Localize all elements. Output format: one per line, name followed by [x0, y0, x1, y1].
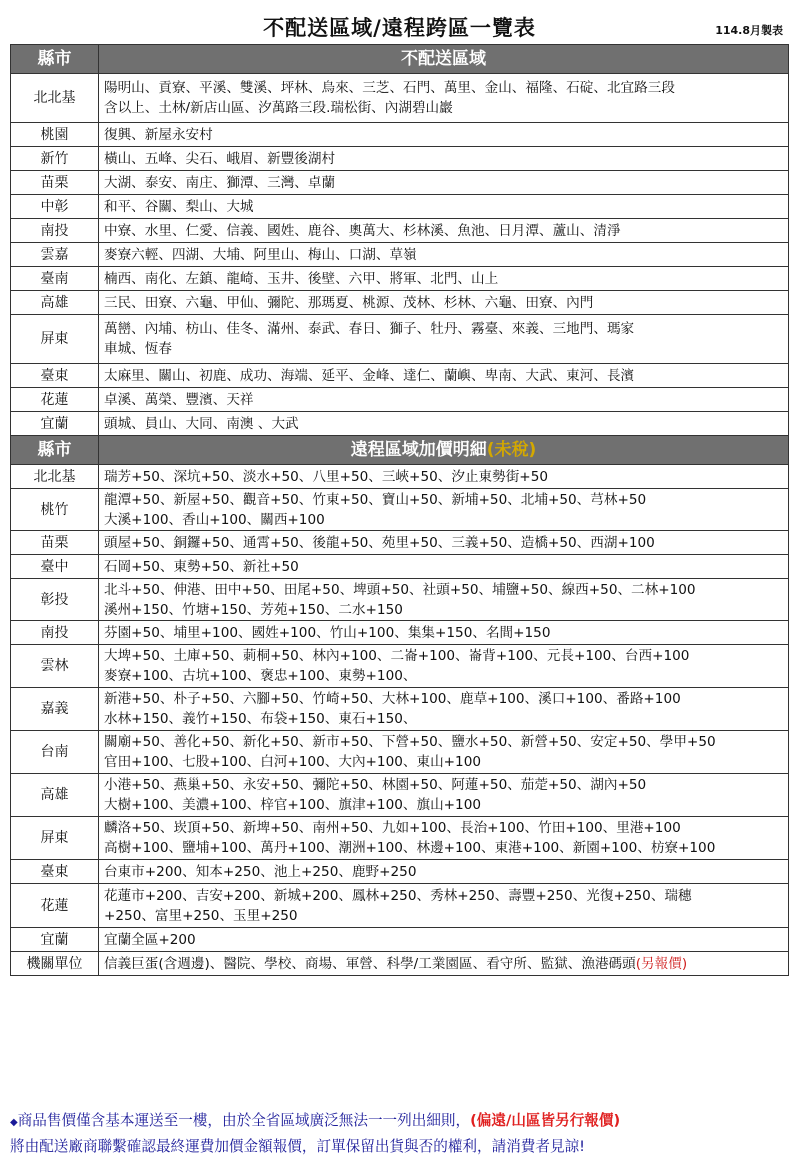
area-line: 麥寮六輕、四湖、大埔、阿里山、梅山、口湖、草嶺 [104, 246, 417, 263]
area-cell [99, 465, 789, 489]
no-delivery-row [11, 388, 789, 412]
area-line: 橫山、五峰、尖石、峨眉、新豐後湖村 [104, 150, 336, 167]
diamond-icon: ◆ [10, 1117, 18, 1128]
remote-surcharge-row [11, 884, 789, 928]
remote-surcharge-row [11, 531, 789, 555]
remote-surcharge-row [11, 817, 789, 860]
footer-text-1: 商品售價僅含基本運送至一樓，由於全省區域廣泛無法一一列出細則， [17, 1112, 471, 1129]
area-cell [99, 952, 789, 976]
footer-line-2: 將由配送廠商聯繫確認最終運費加價金額報價，訂單保留出貨與否的權利，請消費者見諒! [10, 1138, 586, 1155]
remote-surcharge-header-city: 縣市 [11, 436, 99, 465]
area-line: 大溪+100、香山+100、關西+100 [104, 511, 325, 528]
city-cell: 北北基 [11, 74, 99, 123]
area-line-with-note [104, 954, 788, 974]
area-cell [99, 219, 789, 243]
no-delivery-header-area [99, 45, 789, 74]
no-delivery-row [11, 195, 789, 219]
area-cell [99, 195, 789, 219]
area-line: 太麻里、關山、初鹿、成功、海端、延平、金峰、達仁、蘭嶼、卑南、大武、東河、長濱 [104, 367, 635, 384]
city-cell: 桃園 [11, 123, 99, 147]
no-delivery-header-row [11, 45, 789, 74]
area-line: 中寮、水里、仁愛、信義、國姓、鹿谷、奧萬大、杉林溪、魚池、日月潭、蘆山、清淨 [104, 222, 621, 239]
city-cell: 苗栗 [11, 171, 99, 195]
remote-surcharge-row [11, 489, 789, 531]
footer-line-1 [10, 1109, 795, 1135]
remote-surcharge-row [11, 465, 789, 489]
area-line: 小港+50、燕巢+50、永安+50、彌陀+50、林園+50、阿蓮+50、茄萣+50、湖內+50 [104, 777, 647, 793]
no-delivery-row [11, 147, 789, 171]
remote-surcharge-row [11, 645, 789, 688]
area-cell [99, 621, 789, 645]
no-delivery-header-city: 縣市 [11, 45, 99, 74]
area-line: 頭屋+50、銅鑼+50、通霄+50、後龍+50、苑里+50、三義+50、造橋+50、西湖+100 [104, 534, 655, 551]
page-title: 不配送區域/遠程跨區一覽表 [263, 16, 536, 40]
area-line: 麥寮+100、古坑+100、褒忠+100、東勢+100、 [104, 668, 417, 684]
area-cell [99, 774, 789, 817]
area-line: 高樹+100、鹽埔+100、萬丹+100、潮洲+100、林邊+100、東港+100、新園+100、枋寮+100 [104, 840, 716, 856]
remote-surcharge-header-area-label: 遠程區域加價明細 [350, 440, 487, 460]
no-delivery-row [11, 243, 789, 267]
no-delivery-row [11, 364, 789, 388]
area-line: 和平、谷關、梨山、大城 [104, 198, 254, 215]
area-line: 溪州+150、竹塘+150、芳苑+150、二水+150 [104, 601, 403, 618]
no-delivery-row [11, 315, 789, 364]
area-cell [99, 412, 789, 436]
city-cell: 中彰 [11, 195, 99, 219]
city-cell: 屏東 [11, 315, 99, 364]
area-line: 台東市+200、知本+250、池上+250、鹿野+250 [104, 863, 417, 880]
no-delivery-row [11, 171, 789, 195]
area-cell [99, 147, 789, 171]
area-line: 宜蘭全區+200 [104, 931, 196, 948]
area-line: 石岡+50、東勢+50、新社+50 [104, 558, 299, 575]
city-cell: 臺中 [11, 555, 99, 579]
area-cell [99, 74, 789, 123]
area-line: 大埤+50、土庫+50、莿桐+50、林內+100、二崙+100、崙背+100、元長+100、台西+100 [104, 648, 690, 664]
area-cell [99, 731, 789, 774]
area-line: 北斗+50、伸港、田中+50、田尾+50、埤頭+50、社頭+50、埔鹽+50、線西+50、二林+100 [104, 581, 696, 598]
area-line: 龍潭+50、新屋+50、觀音+50、竹東+50、寶山+50、新埔+50、北埔+50、芎林+50 [104, 491, 647, 508]
area-line: 萬巒、內埔、枋山、佳冬、滿州、泰武、春日、獅子、牡丹、霧臺、來義、三地門、瑪家 [104, 321, 635, 337]
no-delivery-header-area-label: 不配送區域 [401, 49, 486, 69]
area-cell [99, 388, 789, 412]
city-cell: 南投 [11, 621, 99, 645]
remote-surcharge-row [11, 860, 789, 884]
city-cell: 高雄 [11, 774, 99, 817]
footer-note [10, 1109, 795, 1159]
area-cell [99, 688, 789, 731]
area-line: 楠西、南化、左鎮、龍崎、玉井、後壁、六甲、將軍、北門、山上 [104, 270, 499, 287]
area-line: 關廟+50、善化+50、新化+50、新市+50、下營+50、鹽水+50、新營+50、安定+50、學甲+50 [104, 734, 716, 750]
remote-surcharge-row [11, 555, 789, 579]
no-delivery-row [11, 412, 789, 436]
city-cell: 嘉義 [11, 688, 99, 731]
remote-surcharge-row [11, 731, 789, 774]
remote-surcharge-header-row [11, 436, 789, 465]
city-cell: 臺東 [11, 860, 99, 884]
area-cell [99, 884, 789, 928]
date-label: 114.8月製表 [715, 24, 783, 37]
area-line: 頭城、員山、大同、南澳 、大武 [104, 415, 299, 432]
area-line: 水林+150、義竹+150、布袋+150、東石+150、 [104, 711, 417, 727]
area-line: 大樹+100、美濃+100、梓官+100、旗津+100、旗山+100 [104, 797, 481, 813]
remote-surcharge-header-tax-note: (未稅) [486, 440, 537, 460]
city-cell: 宜蘭 [11, 928, 99, 952]
remote-surcharge-row [11, 952, 789, 976]
area-cell [99, 291, 789, 315]
area-cell [99, 531, 789, 555]
area-cell [99, 267, 789, 291]
city-cell: 機關單位 [11, 952, 99, 976]
remote-surcharge-row [11, 621, 789, 645]
area-line: 三民、田寮、六龜、甲仙、彌陀、那瑪夏、桃源、茂林、杉林、六龜、田寮、內門 [104, 294, 594, 311]
no-delivery-row [11, 123, 789, 147]
area-line: 新港+50、朴子+50、六腳+50、竹崎+50、大林+100、鹿草+100、溪口+100、番路+100 [104, 691, 681, 707]
city-cell: 臺東 [11, 364, 99, 388]
city-cell: 雲林 [11, 645, 99, 688]
city-cell: 屏東 [11, 817, 99, 860]
no-delivery-row [11, 291, 789, 315]
area-cell [99, 171, 789, 195]
city-cell: 苗栗 [11, 531, 99, 555]
city-cell: 彰投 [11, 579, 99, 621]
area-cell [99, 364, 789, 388]
area-cell [99, 817, 789, 860]
city-cell: 臺南 [11, 267, 99, 291]
area-cell [99, 489, 789, 531]
area-line: 瑞芳+50、深坑+50、淡水+50、八里+50、三峽+50、汐止東勢街+50 [104, 468, 548, 485]
area-cell [99, 645, 789, 688]
area-line: 卓溪、萬榮、豐濱、天祥 [104, 391, 254, 408]
city-cell: 桃竹 [11, 489, 99, 531]
area-line: +250、富里+250、玉里+250 [104, 907, 298, 924]
area-cell [99, 860, 789, 884]
area-line: 大湖、泰安、南庄、獅潭、三灣、卓蘭 [104, 174, 336, 191]
no-delivery-row [11, 219, 789, 243]
quote-note: (另報價) [635, 955, 688, 972]
city-cell: 雲嘉 [11, 243, 99, 267]
area-cell [99, 555, 789, 579]
city-cell: 花蓮 [11, 884, 99, 928]
city-cell: 高雄 [11, 291, 99, 315]
area-cell [99, 243, 789, 267]
remote-surcharge-row [11, 579, 789, 621]
city-cell: 南投 [11, 219, 99, 243]
city-cell: 台南 [11, 731, 99, 774]
city-cell: 宜蘭 [11, 412, 99, 436]
area-cell [99, 928, 789, 952]
remote-surcharge-row [11, 688, 789, 731]
footer-remote-note: (偏遠/山區皆另行報價) [470, 1112, 621, 1129]
no-delivery-row [11, 267, 789, 291]
area-line: 芬園+50、埔里+100、國姓+100、竹山+100、集集+150、名間+150 [104, 624, 551, 641]
area-cell [99, 315, 789, 364]
area-line: 復興、新屋永安村 [104, 126, 213, 143]
remote-surcharge-row [11, 774, 789, 817]
area-table [10, 44, 789, 976]
area-line: 官田+100、七股+100、白河+100、大內+100、東山+100 [104, 754, 481, 770]
area-line: 花蓮市+200、吉安+200、新城+200、鳳林+250、秀林+250、壽豐+250、光復+250、瑞穗 [104, 887, 692, 904]
area-line: 含以上、土林/新店山區、汐萬路三段.瑞松街、內湖碧山巖 [104, 100, 453, 116]
area-line: 信義巨蛋(含週邊)、醫院、學校、商場、軍營、科學/工業園區、看守所、監獄、漁港碼頭 [104, 955, 636, 972]
remote-surcharge-header-area [99, 436, 789, 465]
city-cell: 新竹 [11, 147, 99, 171]
city-cell: 花蓮 [11, 388, 99, 412]
area-line: 麟洛+50、崁頂+50、新埤+50、南州+50、九如+100、長治+100、竹田+100、里港+100 [104, 820, 681, 836]
city-cell: 北北基 [11, 465, 99, 489]
area-line: 車城、恆春 [104, 341, 172, 357]
remote-surcharge-row [11, 928, 789, 952]
area-cell [99, 123, 789, 147]
no-delivery-row [11, 74, 789, 123]
area-cell [99, 579, 789, 621]
area-line: 陽明山、貢寮、平溪、雙溪、坪林、烏來、三芝、石門、萬里、金山、福隆、石碇、北宜路三段 [104, 80, 675, 96]
